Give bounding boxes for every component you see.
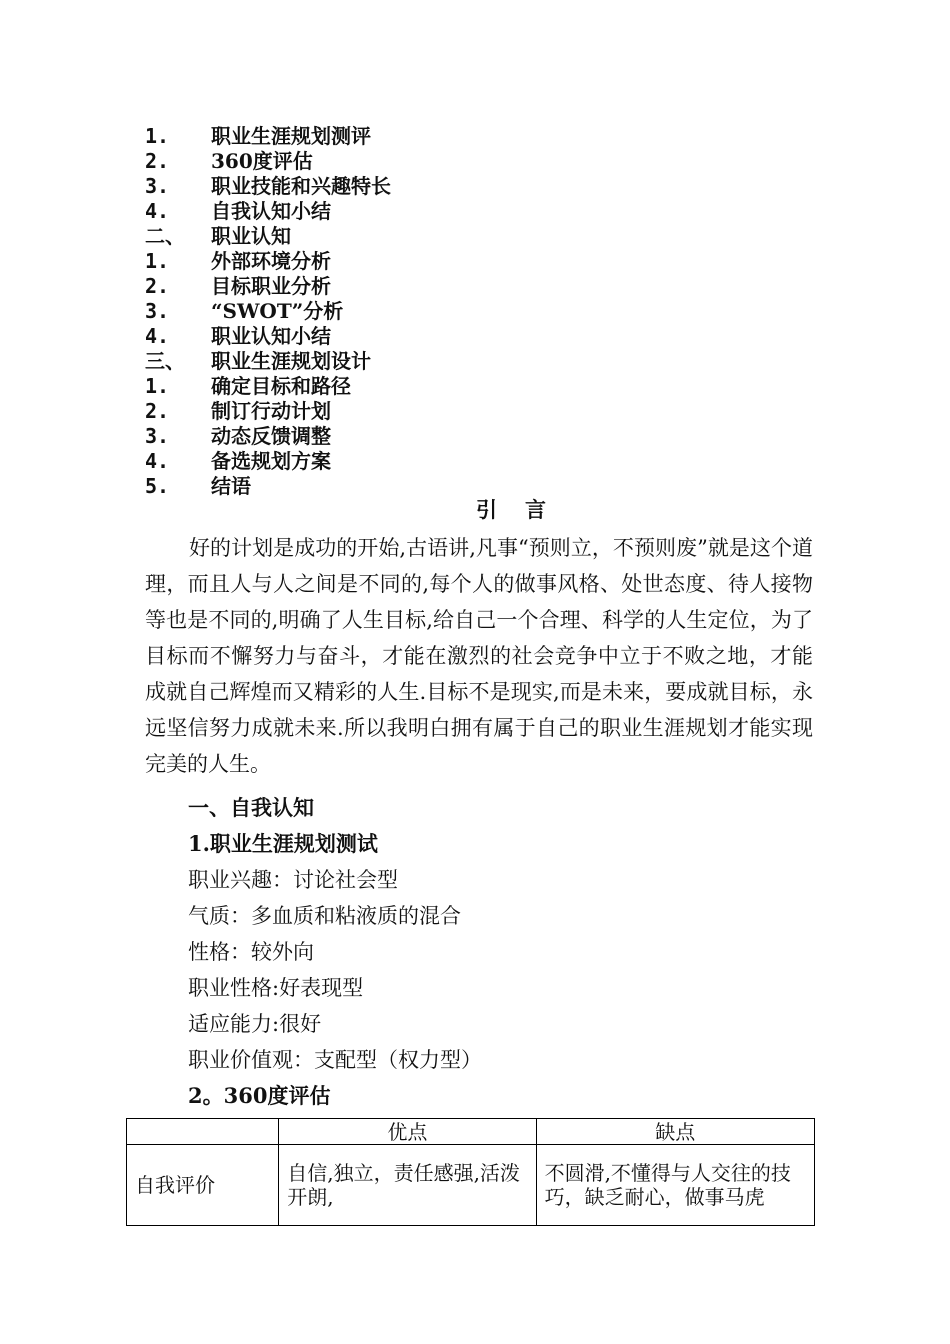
table-header-row xyxy=(127,1119,815,1145)
toc-item xyxy=(145,249,745,274)
result-line: 气质：多血质和粘液质的混合 xyxy=(188,904,461,928)
toc-item xyxy=(145,424,745,449)
toc-item xyxy=(145,299,745,324)
toc-item xyxy=(145,124,745,149)
evaluation-table xyxy=(126,1118,815,1226)
toc-item-label: 职业生涯规划测评 xyxy=(211,124,371,148)
toc-item-label: 外部环境分析 xyxy=(211,249,331,273)
toc-item xyxy=(145,349,745,374)
toc-item xyxy=(145,399,745,424)
table-row xyxy=(127,1145,815,1226)
row-label-cell: 自我评价 xyxy=(127,1145,279,1226)
toc-item-label: 职业技能和兴趣特长 xyxy=(211,174,391,198)
cons-cell: 不圆滑,不懂得与人交往的技巧，缺乏耐心，做事马虎 xyxy=(536,1145,814,1226)
self-cognition-section xyxy=(188,790,828,1114)
toc-item-number: 2. xyxy=(145,399,170,423)
toc-item-label: 360度评估 xyxy=(211,149,313,173)
toc-item-number: 1. xyxy=(145,249,170,273)
toc-item-number: 三、 xyxy=(145,349,185,373)
toc-item-number: 2. xyxy=(145,274,170,298)
table-header-cell: 缺点 xyxy=(536,1119,814,1145)
toc-item-label: 制订行动计划 xyxy=(211,399,331,423)
toc-item-label: 自我认知小结 xyxy=(211,199,331,223)
toc-item-number: 二、 xyxy=(145,224,185,248)
toc-item xyxy=(145,449,745,474)
subsection-heading: 1.职业生涯规划测试 xyxy=(188,831,378,856)
toc-item-label: 职业生涯规划设计 xyxy=(211,349,371,373)
toc-item-label: 结语 xyxy=(211,474,251,498)
toc-item xyxy=(145,324,745,349)
toc-item-number: 4. xyxy=(145,199,170,223)
toc-item-number: 1. xyxy=(145,374,170,398)
pros-cell: 自信,独立，责任感强,活泼开朗, xyxy=(279,1145,536,1226)
toc-item-number: 5. xyxy=(145,474,170,498)
intro-paragraph: 好的计划是成功的开始,古语讲,凡事“预则立，不预则废”就是这个道理，而且人与人之间是不同的,每个人的做事风格、处世态度、待人接物等也是不同的,明确了人生目标,给自己一个合理、科学的人生定位，为了目标而不懈努力与奋斗，才能在激烈的社会竞争中立于不败之地，才能成就自己辉煌而又精彩的人生.目标不是现实,而是未来，要成就目标，永远坚信努力成就未来.所以我明白拥有属于自己的职业生涯规划才能实现完美的人生。 xyxy=(145,536,813,776)
result-line: 职业性格:好表现型 xyxy=(188,976,364,1000)
toc-item xyxy=(145,149,745,174)
toc-item xyxy=(145,224,745,249)
toc-item-number: 3. xyxy=(145,299,170,323)
toc-item-label: “SWOT”分析 xyxy=(211,299,344,323)
toc-item-number: 4. xyxy=(145,449,170,473)
toc-item xyxy=(145,274,745,299)
toc-item-number: 4. xyxy=(145,324,170,348)
toc-item xyxy=(145,374,745,399)
result-line: 职业价值观：支配型（权力型） xyxy=(188,1048,482,1072)
toc-item-label: 确定目标和路径 xyxy=(211,374,351,398)
toc-item-number: 2. xyxy=(145,149,170,173)
toc-item-number: 3. xyxy=(145,174,170,198)
table-header-cell xyxy=(127,1119,279,1145)
toc-item-label: 职业认知 xyxy=(211,224,291,248)
result-line: 职业兴趣：讨论社会型 xyxy=(188,868,398,892)
table-header-cell: 优点 xyxy=(279,1119,536,1145)
toc-item-label: 备选规划方案 xyxy=(211,449,331,473)
subsection-heading: 2。360度评估 xyxy=(188,1083,331,1108)
toc-item-label: 动态反馈调整 xyxy=(211,424,331,448)
intro-title: 引言 xyxy=(476,497,574,522)
toc-item-label: 职业认知小结 xyxy=(211,324,331,348)
toc-item-number: 1. xyxy=(145,124,170,148)
toc-item xyxy=(145,199,745,224)
toc-item xyxy=(145,174,745,199)
result-line: 适应能力:很好 xyxy=(188,1012,322,1036)
toc-item-number: 3. xyxy=(145,424,170,448)
section-heading: 一、自我认知 xyxy=(188,795,314,820)
result-line: 性格：较外向 xyxy=(188,940,314,964)
table-of-contents xyxy=(145,124,745,499)
toc-item-label: 目标职业分析 xyxy=(211,274,331,298)
